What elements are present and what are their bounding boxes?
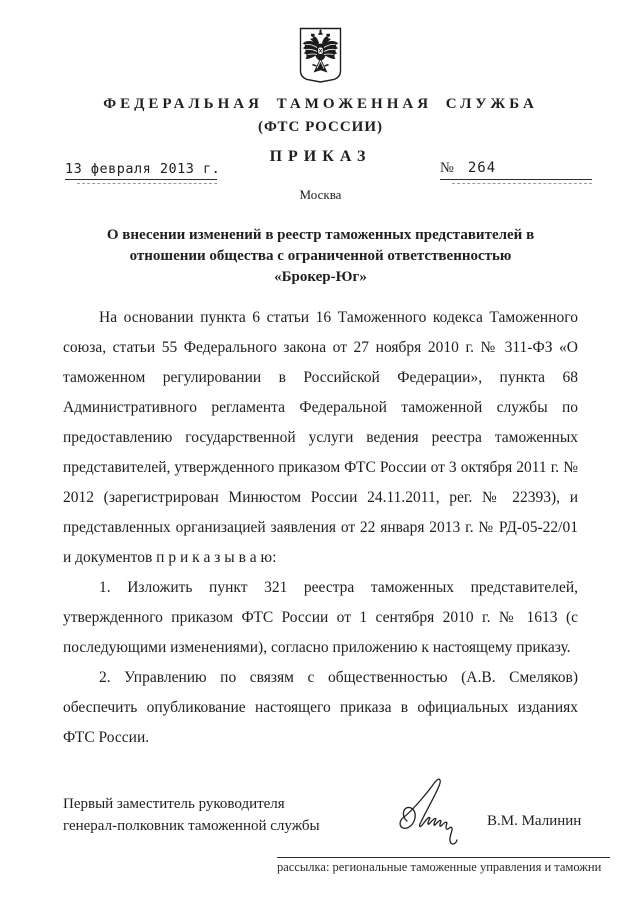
- number-sign: №: [440, 160, 454, 176]
- emblem-container: [63, 26, 578, 89]
- org-abbrev: (ФТС РОССИИ): [257, 119, 383, 135]
- body-paragraph: 2. Управлению по связям с общественностью (А.В. Смеляков) обеспечить опубликование настоящего приказа в официальных изданиях ФТС России.: [63, 669, 578, 746]
- distribution-note: рассылка: региональные таможенные управления и таможни: [277, 860, 602, 874]
- body-paragraph: 1. Изложить пункт 321 реестра таможенных представителей, утвержденного приказом ФТС России от 1 сентября 2010 г. № 1613 (с последующими изменениями), согласно приложению к настоящему приказу.: [63, 579, 578, 656]
- signature-scribble-icon: [391, 775, 477, 857]
- signer-name: В.М. Малинин: [487, 813, 582, 829]
- body-paragraph: На основании пункта 6 статьи 16 Таможенного кодекса Таможенного союза, статьи 55 Федерального закона от 27 ноября 2010 г. № 311-ФЗ «О таможенном регулировании в Российской Федерации», пункта 68 Административного регламента Федеральной таможенной службы по предоставлению государственной услуги ведения реестра таможенных представителей, утвержденного приказом ФТС России от 3 октября 2011 г. № 2012 (зарегистрирован Минюстом России 24.11.2011, рег. № 22393), и представленных организацией заявления от 22 января 2013 г. № РД-05-22/01 и документов п р и к а з ы в а ю:: [63, 309, 578, 566]
- number-value: 264: [467, 160, 497, 176]
- subject-title: [63, 225, 578, 288]
- subject-line: «Брокер-Юг»: [274, 269, 367, 285]
- date-value: 13 февраля 2013 г.: [65, 161, 217, 180]
- subject-line: О внесении изменений в реестр таможенных представителей в: [106, 227, 535, 243]
- number-ghost-line: [452, 183, 592, 184]
- date-ghost-line: [77, 183, 217, 184]
- date-field: [65, 161, 221, 184]
- city-label: Москва: [299, 187, 342, 202]
- doc-type-title: ПРИКАЗ: [269, 148, 372, 165]
- subject-line: отношении общества с ограниченной ответственностью: [129, 248, 512, 264]
- org-name: ФЕДЕРАЛЬНАЯ ТАМОЖЕННАЯ СЛУЖБА: [103, 96, 538, 112]
- order-body: [63, 303, 578, 753]
- signer-position-line: генерал-полковник таможенной службы: [63, 818, 320, 834]
- signer-position-line: Первый заместитель руководителя: [63, 796, 285, 812]
- coat-of-arms-icon: [298, 26, 343, 84]
- number-field: [440, 160, 592, 184]
- signature-block: [63, 785, 582, 865]
- footer: [277, 857, 610, 875]
